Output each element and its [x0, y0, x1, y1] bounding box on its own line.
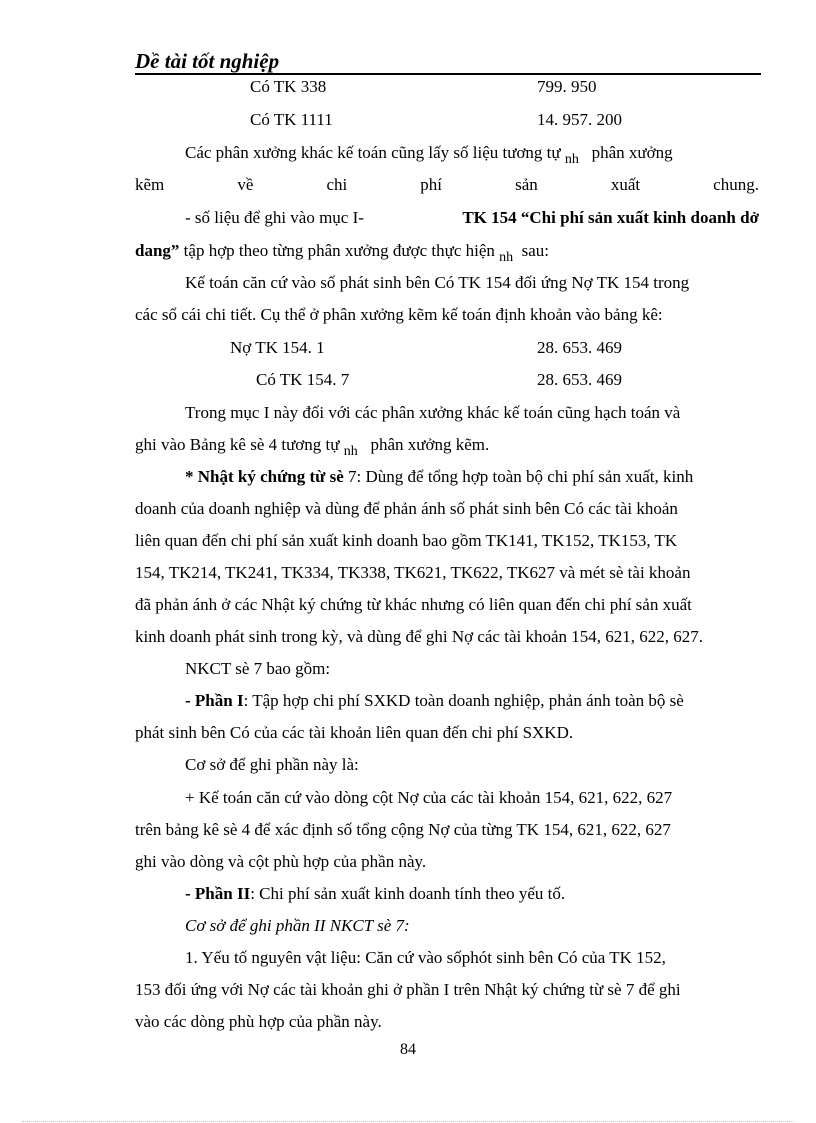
p1-word: phí: [420, 175, 443, 194]
paragraph-2-text-b: tập hợp theo từng phân xưởng được thực hiện: [179, 241, 495, 260]
paragraph-12-line-1: 1. Yếu tố nguyên vật liệu: Căn cứ vào sốphót sinh bên Có của TK 152,: [185, 948, 666, 967]
paragraph-1-line-1: [185, 142, 673, 166]
paragraph-5-bold: * Nhật ký chứng từ sè: [185, 467, 344, 486]
p1-word: chung.: [713, 175, 759, 194]
paragraph-2-bold-2: dang”: [135, 241, 180, 260]
paragraph-5-text-a: 7: Dùng để tổng hợp toàn bộ chi phí sản xuất, kinh: [343, 467, 694, 486]
paragraph-7-line-1: [185, 690, 684, 712]
paragraph-4-text-b: ghi vào Bảng kê sè 4 tương tự: [135, 435, 340, 454]
entry-co338-label: Có TK 338: [250, 77, 327, 96]
paragraph-1-text-a: Các phân xưởng khác kế toán cũng lấy số liệu tương tự: [185, 143, 561, 162]
paragraph-8: Cơ sở để ghi phần này là:: [185, 755, 359, 774]
paragraph-2-text-c: sau:: [521, 241, 550, 260]
paragraph-10-text-a: : Chi phí sản xuất kinh doanh tính theo yếu tố.: [250, 884, 566, 903]
entry-co154-label: Có TK 154. 7: [256, 370, 350, 389]
paragraph-3-line-1: Kế toán căn cứ vào số phát sinh bên Có TK 154 đối ứng Nợ TK 154 trong: [185, 273, 690, 292]
paragraph-7-bold: - Phần I: [185, 691, 244, 710]
entry-co338-value: 799. 950: [537, 77, 597, 96]
p1-word: kẽm: [135, 175, 165, 194]
p1-word: về: [237, 175, 254, 194]
entry-co1111-label: Có TK 1111: [250, 110, 333, 129]
p1-word: xuất: [610, 175, 641, 194]
paragraph-5-line-2: doanh của doanh nghiệp và dùng để phản ánh số phát sinh bên Có các tài khoản: [135, 499, 678, 518]
paragraph-10: [185, 883, 565, 905]
p1-word: sản: [515, 175, 538, 194]
paragraph-10-bold: - Phần II: [185, 884, 251, 903]
nh-abbrev: nh: [499, 250, 514, 265]
paragraph-1-text-b: phân xưởng: [591, 143, 673, 162]
paragraph-5-line-1: [185, 466, 693, 488]
page-bottom-border: [22, 1121, 794, 1122]
header-rule: [135, 73, 761, 75]
paragraph-5-line-3: liên quan đến chi phí sản xuất kinh doanh bao gồm TK141, TK152, TK153, TK: [135, 531, 678, 550]
paragraph-7-text-a: : Tập hợp chi phí SXKD toàn doanh nghiệp, phản ánh toàn bộ sè: [243, 691, 684, 710]
paragraph-9-line-1: + Kế toán căn cứ vào dòng cột Nợ của các tài khoản 154, 621, 622, 627: [185, 788, 673, 807]
paragraph-4-line-2: [135, 434, 489, 458]
paragraph-11-italic: Cơ sở để ghi phần II NKCT sè 7:: [185, 916, 410, 935]
paragraph-9-line-3: ghi vào dòng và cột phù hợp của phần này.: [135, 852, 427, 871]
paragraph-9-line-2: trên bảng kê sè 4 để xác định số tổng cộng Nợ của từng TK 154, 621, 622, 627: [135, 820, 671, 839]
paragraph-2-text-a: - số liệu để ghi vào mục I-: [185, 208, 364, 227]
entry-no154-value: 28. 653. 469: [537, 338, 622, 357]
paragraph-7-line-2: phát sinh bên Có của các tài khoản liên quan đến chi phí SXKD.: [135, 723, 574, 742]
paragraph-5-line-6: kinh doanh phát sinh trong kỳ, và dùng để ghi Nợ các tài khoản 154, 621, 622, 627.: [135, 627, 704, 646]
paragraph-2-line-1: [185, 207, 759, 229]
nh-abbrev: nh: [564, 152, 579, 167]
paragraph-3-line-2: các sổ cái chi tiết. Cụ thể ở phân xưởng kẽm kế toán định khoản vào bảng kê:: [135, 305, 663, 324]
paragraph-12-line-2: 153 đối ứng với Nợ các tài khoản ghi ở phần I trên Nhật ký chứng từ sè 7 để ghi: [135, 980, 681, 999]
entry-co154-value: 28. 653. 469: [537, 370, 622, 389]
page-number: 84: [400, 1041, 416, 1058]
paragraph-12-line-3: vào các dòng phù hợp của phần này.: [135, 1012, 382, 1031]
paragraph-1-line-2: [135, 174, 759, 196]
entry-no154-label: Nợ TK 154. 1: [230, 338, 325, 357]
p1-word: chi: [326, 175, 348, 194]
paragraph-5-line-5: đã phản ánh ở các Nhật ký chứng từ khác nhưng có liên quan đến chi phí sản xuất: [135, 595, 692, 614]
document-header-title: Dề tài tốt nghiệp: [135, 49, 280, 73]
paragraph-6: NKCT sè 7 bao gồm:: [185, 659, 331, 678]
paragraph-2-line-2: [135, 240, 549, 264]
paragraph-4-text-c: phân xưởng kẽm.: [370, 435, 490, 454]
paragraph-5-line-4: 154, TK214, TK241, TK334, TK338, TK621, TK622, TK627 và mét sè tài khoản: [135, 563, 691, 582]
nh-abbrev: nh: [343, 444, 358, 459]
paragraph-4-line-1: Trong mục I này đối với các phân xưởng khác kế toán cũng hạch toán và: [185, 403, 681, 422]
paragraph-2-bold: TK 154 “Chi phí sản xuất kinh doanh dở: [462, 208, 759, 227]
entry-co1111-value: 14. 957. 200: [537, 110, 622, 129]
